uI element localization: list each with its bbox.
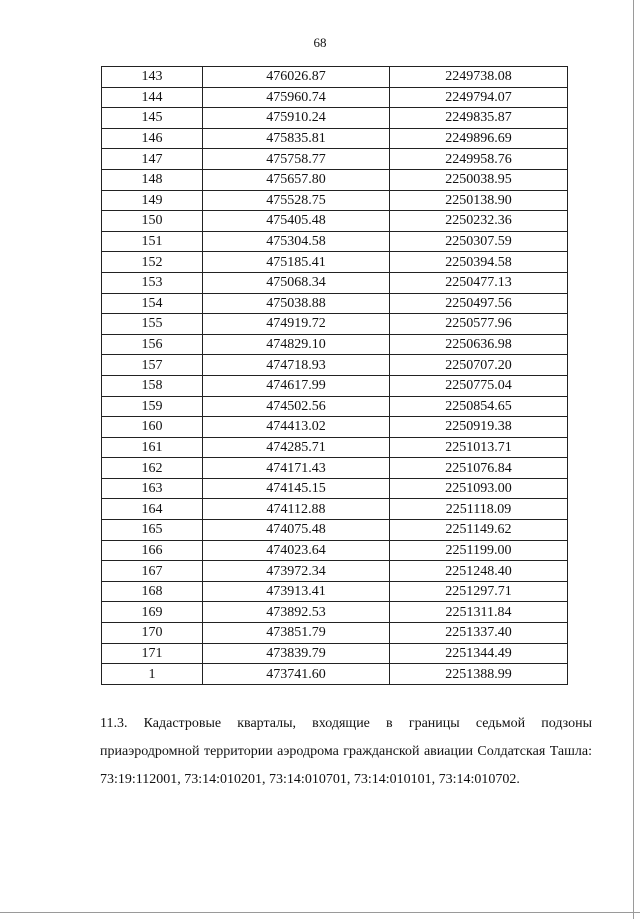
point-number-cell: 163 [102, 478, 203, 499]
y-coordinate-cell: 2251093.00 [390, 478, 568, 499]
y-coordinate-cell: 2249896.69 [390, 128, 568, 149]
y-coordinate-cell: 2251149.62 [390, 520, 568, 541]
point-number-cell: 168 [102, 581, 203, 602]
y-coordinate-cell: 2251388.99 [390, 664, 568, 685]
point-number-cell: 164 [102, 499, 203, 520]
table-row [102, 252, 568, 273]
table-row [102, 437, 568, 458]
x-coordinate-cell: 475405.48 [203, 211, 390, 232]
y-coordinate-cell: 2250394.58 [390, 252, 568, 273]
x-coordinate-cell: 475758.77 [203, 149, 390, 170]
table-row [102, 396, 568, 417]
paragraph-line: приаэродромной территории аэродрома гражданской авиации Солдатская Ташла: [100, 744, 592, 759]
table-row [102, 540, 568, 561]
y-coordinate-cell: 2249958.76 [390, 149, 568, 170]
point-number-cell: 156 [102, 334, 203, 355]
table-row [102, 108, 568, 129]
table-row [102, 190, 568, 211]
y-coordinate-cell: 2250038.95 [390, 169, 568, 190]
y-coordinate-cell: 2251248.40 [390, 561, 568, 582]
point-number-cell: 151 [102, 231, 203, 252]
point-number-cell: 150 [102, 211, 203, 232]
point-number-cell: 154 [102, 293, 203, 314]
y-coordinate-cell: 2249738.08 [390, 67, 568, 88]
point-number-cell: 166 [102, 540, 203, 561]
x-coordinate-cell: 473851.79 [203, 623, 390, 644]
table-row [102, 149, 568, 170]
y-coordinate-cell: 2251118.09 [390, 499, 568, 520]
table-row [102, 314, 568, 335]
y-coordinate-cell: 2250854.65 [390, 396, 568, 417]
x-coordinate-cell: 475910.24 [203, 108, 390, 129]
table-row [102, 602, 568, 623]
point-number-cell: 144 [102, 87, 203, 108]
table-row [102, 355, 568, 376]
y-coordinate-cell: 2250477.13 [390, 272, 568, 293]
table-row [102, 458, 568, 479]
x-coordinate-cell: 473741.60 [203, 664, 390, 685]
point-number-cell: 1 [102, 664, 203, 685]
y-coordinate-cell: 2250138.90 [390, 190, 568, 211]
y-coordinate-cell: 2251297.71 [390, 581, 568, 602]
x-coordinate-cell: 475960.74 [203, 87, 390, 108]
y-coordinate-cell: 2250919.38 [390, 417, 568, 438]
table-row [102, 478, 568, 499]
x-coordinate-cell: 475038.88 [203, 293, 390, 314]
table-row [102, 67, 568, 88]
point-number-cell: 143 [102, 67, 203, 88]
x-coordinate-cell: 474023.64 [203, 540, 390, 561]
x-coordinate-cell: 474718.93 [203, 355, 390, 376]
point-number-cell: 155 [102, 314, 203, 335]
page-edge [633, 0, 634, 919]
point-number-cell: 167 [102, 561, 203, 582]
table-row [102, 128, 568, 149]
x-coordinate-cell: 475528.75 [203, 190, 390, 211]
y-coordinate-cell: 2249835.87 [390, 108, 568, 129]
table-row [102, 169, 568, 190]
page-number: 68 [313, 35, 327, 50]
x-coordinate-cell: 473892.53 [203, 602, 390, 623]
x-coordinate-cell: 475185.41 [203, 252, 390, 273]
x-coordinate-cell: 474919.72 [203, 314, 390, 335]
x-coordinate-cell: 475068.34 [203, 272, 390, 293]
y-coordinate-cell: 2250577.96 [390, 314, 568, 335]
y-coordinate-cell: 2250232.36 [390, 211, 568, 232]
point-number-cell: 159 [102, 396, 203, 417]
table-row [102, 231, 568, 252]
cadastral-quarters-paragraph [100, 710, 592, 794]
x-coordinate-cell: 475835.81 [203, 128, 390, 149]
point-number-cell: 153 [102, 272, 203, 293]
point-number-cell: 152 [102, 252, 203, 273]
page-edge [0, 912, 640, 913]
point-number-cell: 158 [102, 375, 203, 396]
point-number-cell: 146 [102, 128, 203, 149]
paragraph-line: 11.3. Кадастровые кварталы, входящие в границы седьмой подзоны [100, 716, 592, 731]
x-coordinate-cell: 474285.71 [203, 437, 390, 458]
point-number-cell: 169 [102, 602, 203, 623]
point-number-cell: 170 [102, 623, 203, 644]
table-row [102, 520, 568, 541]
point-number-cell: 160 [102, 417, 203, 438]
table-row [102, 87, 568, 108]
table-row [102, 581, 568, 602]
y-coordinate-cell: 2250497.56 [390, 293, 568, 314]
x-coordinate-cell: 474145.15 [203, 478, 390, 499]
x-coordinate-cell: 474112.88 [203, 499, 390, 520]
x-coordinate-cell: 474617.99 [203, 375, 390, 396]
y-coordinate-cell: 2251311.84 [390, 602, 568, 623]
table-row [102, 272, 568, 293]
table-row [102, 561, 568, 582]
point-number-cell: 161 [102, 437, 203, 458]
x-coordinate-cell: 476026.87 [203, 67, 390, 88]
y-coordinate-cell: 2250307.59 [390, 231, 568, 252]
point-number-cell: 149 [102, 190, 203, 211]
point-number-cell: 162 [102, 458, 203, 479]
table-row [102, 293, 568, 314]
y-coordinate-cell: 2250775.04 [390, 375, 568, 396]
table-row [102, 643, 568, 664]
y-coordinate-cell: 2251076.84 [390, 458, 568, 479]
x-coordinate-cell: 475657.80 [203, 169, 390, 190]
x-coordinate-cell: 474171.43 [203, 458, 390, 479]
table-row [102, 664, 568, 685]
y-coordinate-cell: 2249794.07 [390, 87, 568, 108]
coordinates-table [101, 66, 568, 685]
table-row [102, 623, 568, 644]
x-coordinate-cell: 473972.34 [203, 561, 390, 582]
y-coordinate-cell: 2251344.49 [390, 643, 568, 664]
y-coordinate-cell: 2251199.00 [390, 540, 568, 561]
point-number-cell: 145 [102, 108, 203, 129]
x-coordinate-cell: 475304.58 [203, 231, 390, 252]
point-number-cell: 157 [102, 355, 203, 376]
paragraph-line: 73:19:112001, 73:14:010201, 73:14:010701, 73:14:010101, 73:14:010702. [100, 772, 520, 787]
y-coordinate-cell: 2251013.71 [390, 437, 568, 458]
y-coordinate-cell: 2250636.98 [390, 334, 568, 355]
point-number-cell: 171 [102, 643, 203, 664]
table-row [102, 211, 568, 232]
point-number-cell: 147 [102, 149, 203, 170]
point-number-cell: 165 [102, 520, 203, 541]
point-number-cell: 148 [102, 169, 203, 190]
table-row [102, 334, 568, 355]
table-row [102, 417, 568, 438]
x-coordinate-cell: 473839.79 [203, 643, 390, 664]
x-coordinate-cell: 474829.10 [203, 334, 390, 355]
table-row [102, 375, 568, 396]
x-coordinate-cell: 473913.41 [203, 581, 390, 602]
x-coordinate-cell: 474413.02 [203, 417, 390, 438]
y-coordinate-cell: 2251337.40 [390, 623, 568, 644]
x-coordinate-cell: 474502.56 [203, 396, 390, 417]
table-row [102, 499, 568, 520]
y-coordinate-cell: 2250707.20 [390, 355, 568, 376]
x-coordinate-cell: 474075.48 [203, 520, 390, 541]
